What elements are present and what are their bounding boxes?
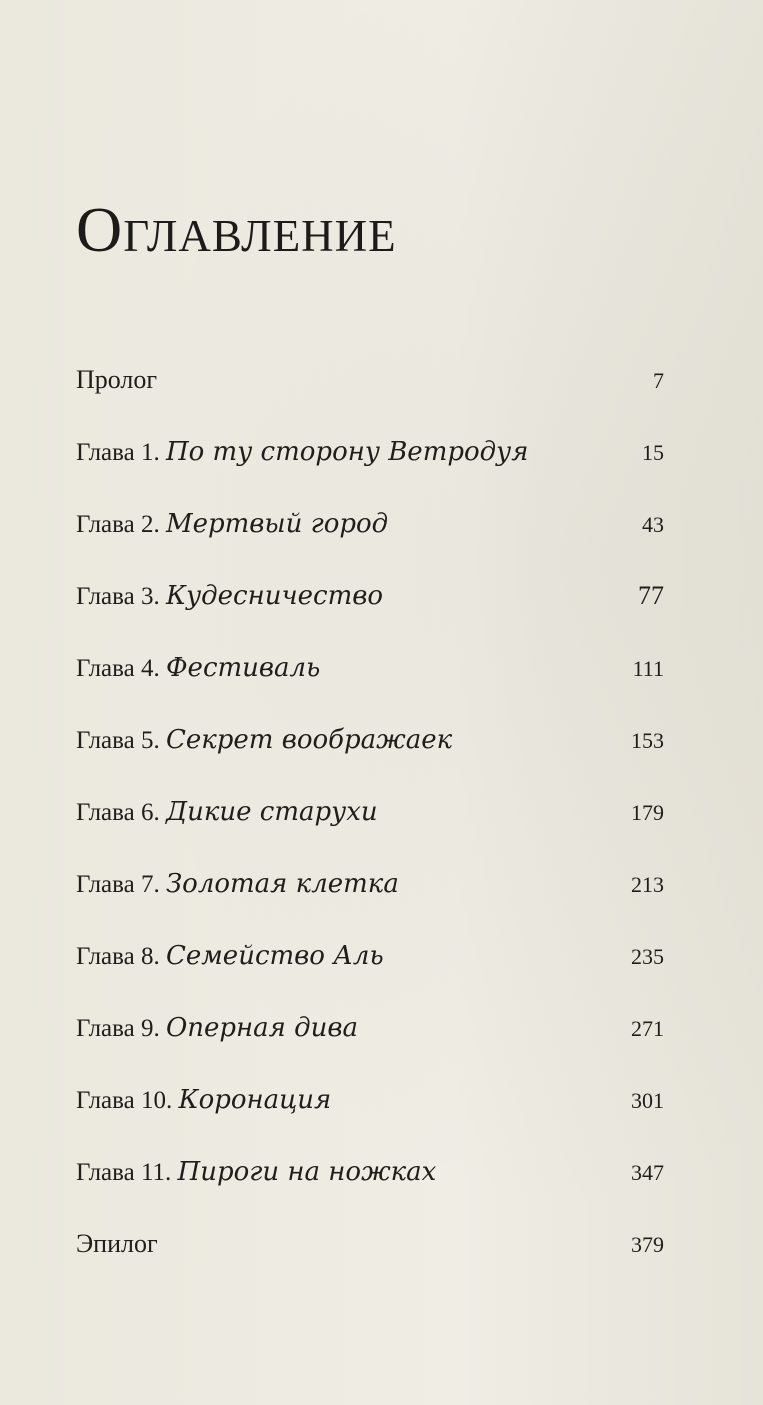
toc-entry-label <box>76 1013 358 1043</box>
toc-entry-chapter-5 <box>76 725 664 797</box>
toc-page-number: 347 <box>631 1160 664 1185</box>
toc-chapter-title: Пролог <box>76 365 158 394</box>
toc-entry-label <box>76 797 378 827</box>
toc-entry-label <box>76 1229 158 1259</box>
toc-chapter-title: Фестиваль <box>165 653 321 683</box>
toc-chapter-title: Золотая клетка <box>165 869 399 899</box>
toc-entry-chapter-10 <box>76 1085 664 1157</box>
toc-chapter-title: Пироги на ножках <box>177 1157 437 1187</box>
toc-chapter-title: Семейство Аль <box>165 941 384 971</box>
table-of-contents <box>76 365 664 1301</box>
toc-page-number: 379 <box>631 1232 664 1257</box>
toc-chapter-number: Глава 6. <box>76 799 166 826</box>
toc-page-number: 111 <box>632 656 664 681</box>
toc-page-number: 271 <box>631 1016 664 1041</box>
toc-chapter-title: Эпилог <box>76 1229 158 1258</box>
toc-entry-chapter-7 <box>76 869 664 941</box>
toc-entry-chapter-8 <box>76 941 664 1013</box>
toc-entry-label <box>76 1157 436 1187</box>
toc-chapter-number: Глава 3. <box>76 583 166 610</box>
toc-page-number: 153 <box>631 728 664 753</box>
toc-entry-chapter-11 <box>76 1157 664 1229</box>
toc-entry-label <box>76 509 388 539</box>
toc-entry-label <box>76 365 157 395</box>
toc-chapter-number: Глава 4. <box>76 655 166 682</box>
toc-entry-label <box>76 437 528 467</box>
toc-chapter-title: Оперная дива <box>165 1013 359 1043</box>
toc-entry-chapter-9 <box>76 1013 664 1085</box>
toc-chapter-number: Глава 7. <box>76 871 166 898</box>
toc-page-number: 235 <box>631 944 664 969</box>
toc-chapter-title: По ту сторону Ветродуя <box>165 437 529 467</box>
toc-chapter-number: Глава 9. <box>76 1015 166 1042</box>
toc-entry-label <box>76 725 452 755</box>
toc-entry-chapter-3 <box>76 581 664 653</box>
toc-entry-chapter-1 <box>76 437 664 509</box>
toc-chapter-number: Глава 1. <box>76 439 166 466</box>
toc-chapter-number: Глава 10. <box>76 1087 179 1114</box>
toc-entry-prologue <box>76 365 664 437</box>
toc-page-number: 213 <box>631 872 664 897</box>
toc-chapter-number: Глава 8. <box>76 943 166 970</box>
toc-page-number: 15 <box>642 440 664 465</box>
toc-page-number: 43 <box>642 512 664 537</box>
toc-entry-epilogue <box>76 1229 664 1301</box>
toc-chapter-title: Кудесничество <box>165 581 384 611</box>
toc-entry-label <box>76 653 320 683</box>
toc-chapter-title: Секрет воображаек <box>165 725 453 755</box>
toc-page-number: 301 <box>631 1088 664 1113</box>
page-title: Оглавление <box>76 194 397 265</box>
toc-chapter-title: Мертвый город <box>165 509 389 539</box>
toc-entry-label <box>76 869 399 899</box>
toc-entry-label <box>76 1085 331 1115</box>
toc-chapter-number: Глава 2. <box>76 511 166 538</box>
toc-entry-label <box>76 581 383 611</box>
toc-chapter-number: Глава 11. <box>76 1159 178 1186</box>
toc-chapter-title: Дикие старухи <box>165 797 378 827</box>
toc-chapter-title: Коронация <box>178 1085 332 1115</box>
toc-page-number: 77 <box>638 581 664 610</box>
toc-entry-label <box>76 941 384 971</box>
toc-page-number: 179 <box>631 800 664 825</box>
toc-entry-chapter-4 <box>76 653 664 725</box>
toc-chapter-number: Глава 5. <box>76 727 166 754</box>
toc-entry-chapter-2 <box>76 509 664 581</box>
toc-entry-chapter-6 <box>76 797 664 869</box>
toc-page-number: 7 <box>653 368 664 393</box>
